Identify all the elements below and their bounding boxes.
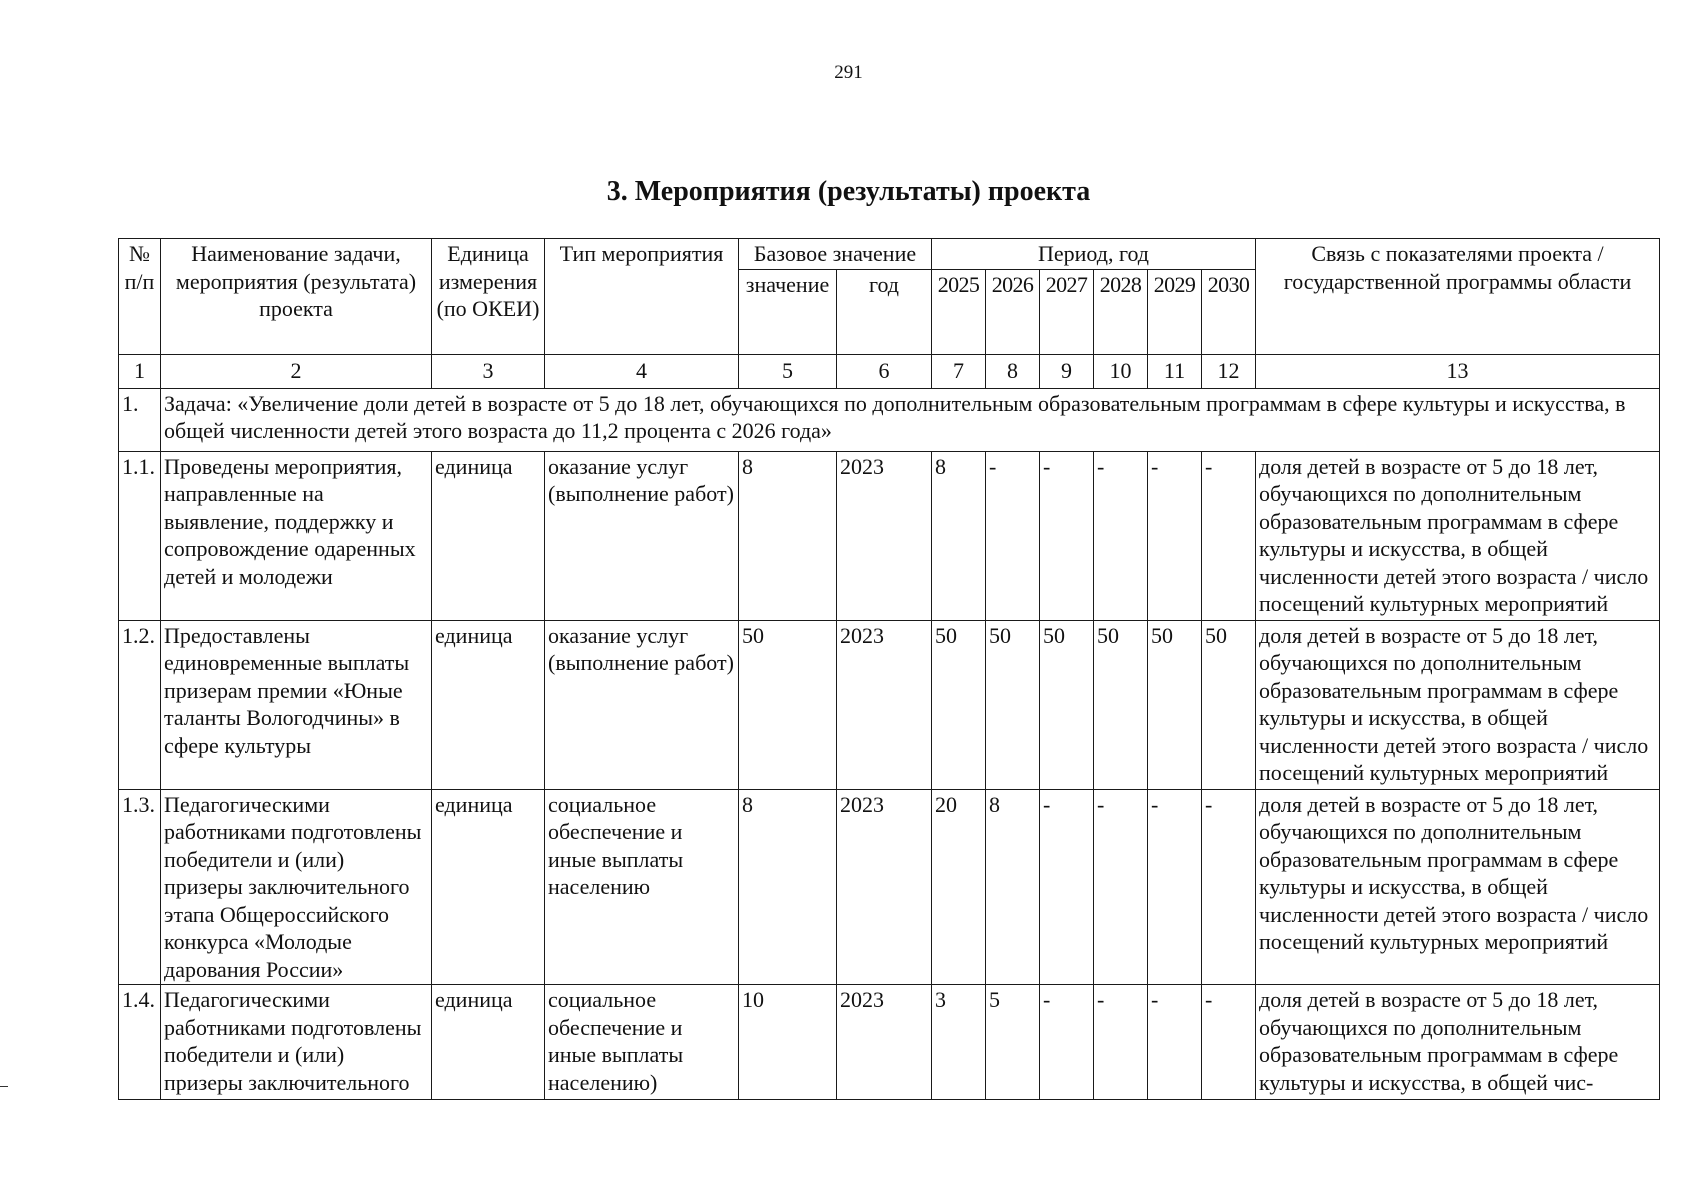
row-base-value: 50: [739, 620, 837, 789]
row-year-value: 50: [932, 620, 986, 789]
row-unit: единица: [432, 451, 545, 620]
row-year-value: 50: [1202, 620, 1256, 789]
table-row: [119, 451, 1660, 620]
row-base-year: 2023: [837, 985, 932, 1100]
row-year-value: -: [1148, 789, 1202, 985]
row-year-value: -: [986, 451, 1040, 620]
row-year-value: -: [1040, 985, 1094, 1100]
header-year: 2030: [1202, 269, 1256, 354]
task-num: 1.: [119, 388, 161, 451]
column-number: 11: [1148, 354, 1202, 388]
row-type: социальное обеспечение и иные выплаты населению: [545, 789, 739, 985]
row-type: оказание услуг (выполнение работ): [545, 620, 739, 789]
header-period: Период, год: [932, 239, 1256, 270]
column-number-row: [119, 354, 1660, 388]
row-unit: единица: [432, 620, 545, 789]
header-base-value: значение: [739, 269, 837, 354]
row-year-value: -: [1148, 451, 1202, 620]
row-link: доля детей в возрасте от 5 до 18 лет, обучающихся по дополнительным образовательным программам в сфере культуры и искусства, в общей чис-: [1256, 985, 1660, 1100]
row-year-value: -: [1202, 985, 1256, 1100]
header-unit: Единица измерения (по ОКЕИ): [432, 239, 545, 355]
column-number: 9: [1040, 354, 1094, 388]
row-year-value: 8: [986, 789, 1040, 985]
section-title: 3. Мероприятия (результаты) проекта: [606, 176, 1091, 207]
header-year: 2028: [1094, 269, 1148, 354]
header-year: 2027: [1040, 269, 1094, 354]
column-number: 2: [161, 354, 432, 388]
column-number: 12: [1202, 354, 1256, 388]
header-base: Базовое значение: [739, 239, 932, 270]
row-base-year: 2023: [837, 620, 932, 789]
task-row: [119, 388, 1660, 451]
column-number: 4: [545, 354, 739, 388]
row-year-value: -: [1148, 985, 1202, 1100]
row-base-value: 10: [739, 985, 837, 1100]
column-number: 8: [986, 354, 1040, 388]
header-link: Связь с показателями проекта / государственной программы области: [1256, 239, 1660, 355]
row-unit: единица: [432, 789, 545, 985]
row-year-value: 50: [1148, 620, 1202, 789]
row-year-value: -: [1094, 451, 1148, 620]
row-year-value: 50: [1040, 620, 1094, 789]
row-year-value: -: [1202, 451, 1256, 620]
row-base-year: 2023: [837, 789, 932, 985]
task-text: Задача: «Увеличение доли детей в возрасте от 5 до 18 лет, обучающихся по дополнительным образовательным программам в сфере культуры и искусства, в общей численности детей этого возраста до 11,2 процента с 2026 года»: [161, 388, 1660, 451]
row-num: 1.1.: [119, 451, 161, 620]
row-year-value: -: [1094, 789, 1148, 985]
row-year-value: -: [1094, 985, 1148, 1100]
row-link: доля детей в возрасте от 5 до 18 лет, обучающихся по дополнительным образовательным программам в сфере культуры и искусства, в общей численности детей этого возраста / число посещений культурных мероприятий: [1256, 789, 1660, 985]
events-table: [118, 238, 1660, 1100]
header-num: № п/п: [119, 239, 161, 355]
table-row: [119, 985, 1660, 1100]
header-base-year: год: [837, 269, 932, 354]
row-type: оказание услуг (выполнение работ): [545, 451, 739, 620]
column-number: 5: [739, 354, 837, 388]
column-number: 6: [837, 354, 932, 388]
column-number: 3: [432, 354, 545, 388]
row-base-value: 8: [739, 451, 837, 620]
row-year-value: 20: [932, 789, 986, 985]
header-type: Тип мероприятия: [545, 239, 739, 355]
header-year: 2025: [932, 269, 986, 354]
column-number: 13: [1256, 354, 1660, 388]
column-number: 1: [119, 354, 161, 388]
row-num: 1.3.: [119, 789, 161, 985]
table-row: [119, 620, 1660, 789]
row-year-value: 50: [1094, 620, 1148, 789]
column-number: 7: [932, 354, 986, 388]
page-number: 291: [834, 62, 863, 83]
header-year: 2029: [1148, 269, 1202, 354]
row-num: 1.4.: [119, 985, 161, 1100]
table-row: [119, 789, 1660, 985]
row-num: 1.2.: [119, 620, 161, 789]
margin-mark: [0, 1086, 8, 1087]
row-link: доля детей в возрасте от 5 до 18 лет, обучающихся по дополнительным образовательным программам в сфере культуры и искусства, в общей численности детей этого возраста / число посещений культурных мероприятий: [1256, 451, 1660, 620]
table-header-row: [119, 239, 1660, 270]
row-year-value: 5: [986, 985, 1040, 1100]
row-name: Педагогическими работниками подготовлены победители и (или) призеры заключительного этапа Общероссийского конкурса «Молодые дарования России»: [161, 789, 432, 985]
row-base-year: 2023: [837, 451, 932, 620]
row-year-value: 50: [986, 620, 1040, 789]
row-name: Педагогическими работниками подготовлены победители и (или) призеры заключительного: [161, 985, 432, 1100]
column-number: 10: [1094, 354, 1148, 388]
row-name: Проведены мероприятия, направленные на выявление, поддержку и сопровождение одаренных детей и молодежи: [161, 451, 432, 620]
row-type: социальное обеспечение и иные выплаты населению): [545, 985, 739, 1100]
row-name: Предоставлены единовременные выплаты призерам премии «Юные таланты Вологодчины» в сфере культуры: [161, 620, 432, 789]
row-year-value: -: [1040, 451, 1094, 620]
header-year: 2026: [986, 269, 1040, 354]
row-year-value: -: [1202, 789, 1256, 985]
row-link: доля детей в возрасте от 5 до 18 лет, обучающихся по дополнительным образовательным программам в сфере культуры и искусства, в общей численности детей этого возраста / число посещений культурных мероприятий: [1256, 620, 1660, 789]
header-name: Наименование задачи, мероприятия (результата) проекта: [161, 239, 432, 355]
row-base-value: 8: [739, 789, 837, 985]
row-unit: единица: [432, 985, 545, 1100]
row-year-value: -: [1040, 789, 1094, 985]
row-year-value: 3: [932, 985, 986, 1100]
row-year-value: 8: [932, 451, 986, 620]
